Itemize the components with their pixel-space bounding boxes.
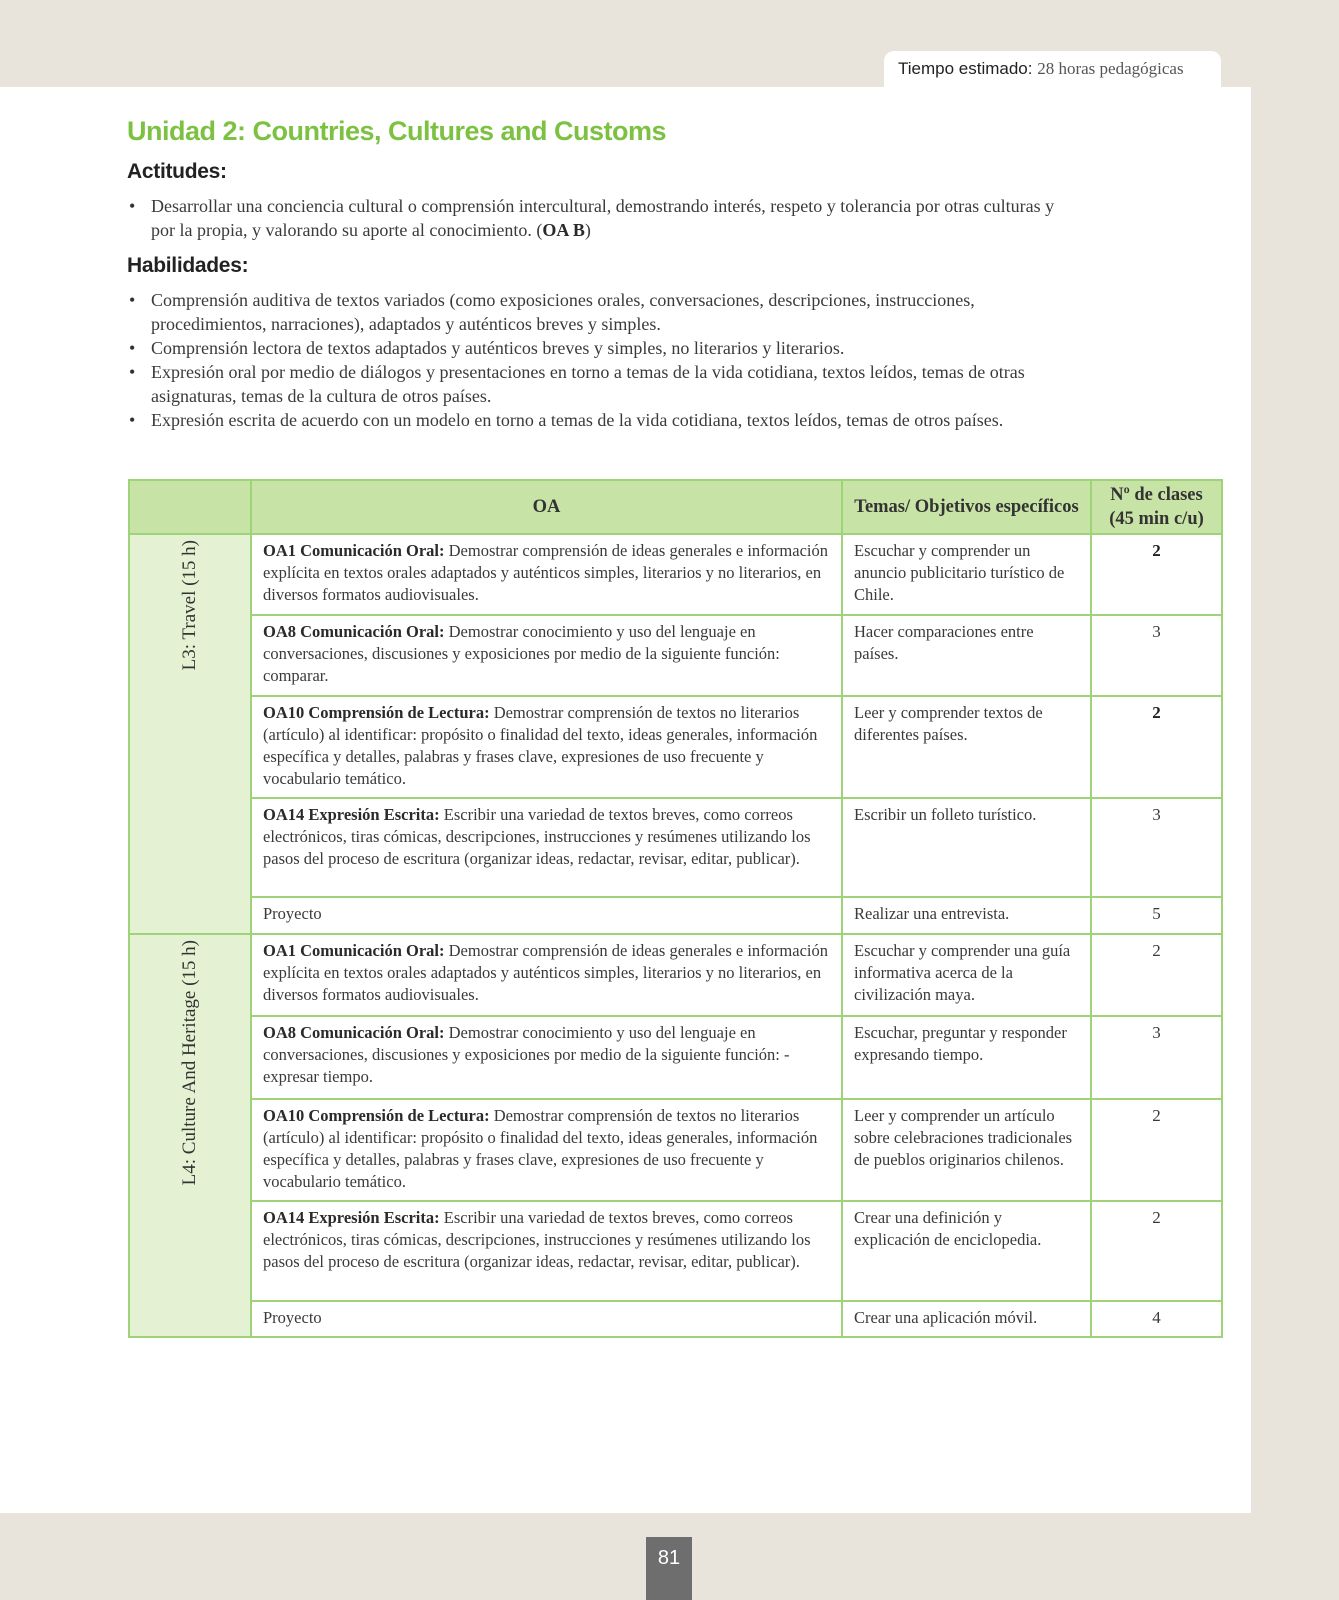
table-row [129,615,1222,696]
header-oa: OA [251,480,842,534]
actitudes-heading: Actitudes: [127,160,227,183]
clases-cell: 4 [1091,1301,1222,1337]
table-row [129,934,1222,1016]
clases-cell: 2 [1091,934,1222,1016]
unit-label-cell [129,934,251,1337]
tema-cell: Escuchar y comprender una guía informativa acerca de la civilización maya. [842,934,1091,1016]
list-item: • Desarrollar una conciencia cultural o comprensión intercultural, demostrando interés, respeto y tolerancia por otras culturas y por la propia, y valorando su aporte al conocimiento. (OA B) [127,194,1057,242]
clases-cell: 2 [1091,1201,1222,1301]
list-item: • Comprensión auditiva de textos variados (como exposiciones orales, conversaciones, descripciones, instrucciones, procedimientos, narraciones), adaptados y auténticos breves y simples. [127,288,1057,336]
list-item: • Comprensión lectora de textos adaptados y auténticos breves y simples, no literarios y literarios. [127,336,1057,360]
clases-cell: 2 [1091,534,1222,615]
table-header-row [129,480,1222,534]
oa-cell: OA10 Comprensión de Lectura: Demostrar comprensión de textos no literarios (artículo) al identificar: propósito o finalidad del texto, ideas generales, información específica y detalles, palabras y frases clave, expresiones de uso frecuente y vocabulario temático. [251,696,842,798]
proyecto-label: Proyecto [251,897,842,934]
oa-cell: OA8 Comunicación Oral: Demostrar conocimiento y uso del lenguaje en conversaciones, discusiones y exposiciones por medio de la siguiente función: - expresar tiempo. [251,1016,842,1099]
oa-cell: OA1 Comunicación Oral: Demostrar comprensión de ideas generales e información explícita en textos orales adaptados y auténticos simples, literarios y no literarios, en diversos formatos audiovisuales. [251,534,842,615]
clases-cell: 5 [1091,897,1222,934]
oa-table [128,479,1223,1338]
table-row-proyecto [129,1301,1222,1337]
oa-cell: OA14 Expresión Escrita: Escribir una variedad de textos breves, como correos electrónicos, tiras cómicas, descripciones, instrucciones y resúmenes utilizando los pasos del proceso de escritura (organizar ideas, redactar, revisar, editar, publicar). [251,798,842,897]
clases-cell: 3 [1091,615,1222,696]
table-row [129,696,1222,798]
clases-cell: 2 [1091,1099,1222,1201]
table-row [129,1099,1222,1201]
tema-cell: Leer y comprender un artículo sobre celebraciones tradicionales de pueblos originarios chilenos. [842,1099,1091,1201]
estimated-time-value: 28 horas pedagógicas [1037,59,1184,78]
table-row [129,1016,1222,1099]
tema-cell: Crear una aplicación móvil. [842,1301,1091,1337]
table-row [129,534,1222,615]
oa-cell: OA8 Comunicación Oral: Demostrar conocimiento y uso del lenguaje en conversaciones, discusiones y exposiciones por medio de la siguiente función: comparar. [251,615,842,696]
tema-cell: Leer y comprender textos de diferentes países. [842,696,1091,798]
list-item: • Expresión oral por medio de diálogos y presentaciones en torno a temas de la vida cotidiana, textos leídos, temas de otras asignaturas, temas de la cultura de otros países. [127,360,1057,408]
table-row-proyecto [129,897,1222,934]
tema-cell: Crear una definición y explicación de enciclopedia. [842,1201,1091,1301]
oa-cell: OA14 Expresión Escrita: Escribir una variedad de textos breves, como correos electrónicos, tiras cómicas, descripciones, instrucciones y resúmenes utilizando los pasos del proceso de escritura (organizar ideas, redactar, revisar, editar, publicar). [251,1201,842,1301]
header-clases: Nº de clases (45 min c/u) [1091,480,1222,534]
oa-cell: OA1 Comunicación Oral: Demostrar comprensión de ideas generales e información explícita en textos orales adaptados y auténticos simples, literarios y no literarios, en diversos formatos audiovisuales. [251,934,842,1016]
clases-cell: 3 [1091,1016,1222,1099]
tema-cell: Escuchar y comprender un anuncio publicitario turístico de Chile. [842,534,1091,615]
estimated-time-label: Tiempo estimado: [898,59,1033,78]
clases-cell: 3 [1091,798,1222,897]
estimated-time-tab [884,51,1221,87]
oa-cell: OA10 Comprensión de Lectura: Demostrar comprensión de textos no literarios (artículo) al identificar: propósito o finalidad del texto, ideas generales, información específica y detalles, palabras y frases clave, expresiones de uso frecuente y vocabulario temático. [251,1099,842,1201]
table-row [129,798,1222,897]
unit-label-cell [129,534,251,934]
actitudes-list [127,194,1057,242]
tema-cell: Hacer comparaciones entre países. [842,615,1091,696]
header-temas: Temas/ Objetivos específicos [842,480,1091,534]
page-number: 81 [646,1537,692,1600]
proyecto-label: Proyecto [251,1301,842,1337]
tema-cell: Escribir un folleto turístico. [842,798,1091,897]
tema-cell: Realizar una entrevista. [842,897,1091,934]
tema-cell: Escuchar, preguntar y responder expresando tiempo. [842,1016,1091,1099]
unit-label: L3: Travel (15 h) [179,540,200,671]
clases-cell: 2 [1091,696,1222,798]
unit-title: Unidad 2: Countries, Cultures and Customs [127,116,667,146]
header-unit-cell [129,480,251,534]
habilidades-list [127,288,1057,432]
list-item: • Expresión escrita de acuerdo con un modelo en torno a temas de la vida cotidiana, textos leídos, temas de otros países. [127,408,1057,432]
unit-label: L4: Culture And Heritage (15 h) [179,940,200,1186]
habilidades-heading: Habilidades: [127,254,249,277]
table-row [129,1201,1222,1301]
